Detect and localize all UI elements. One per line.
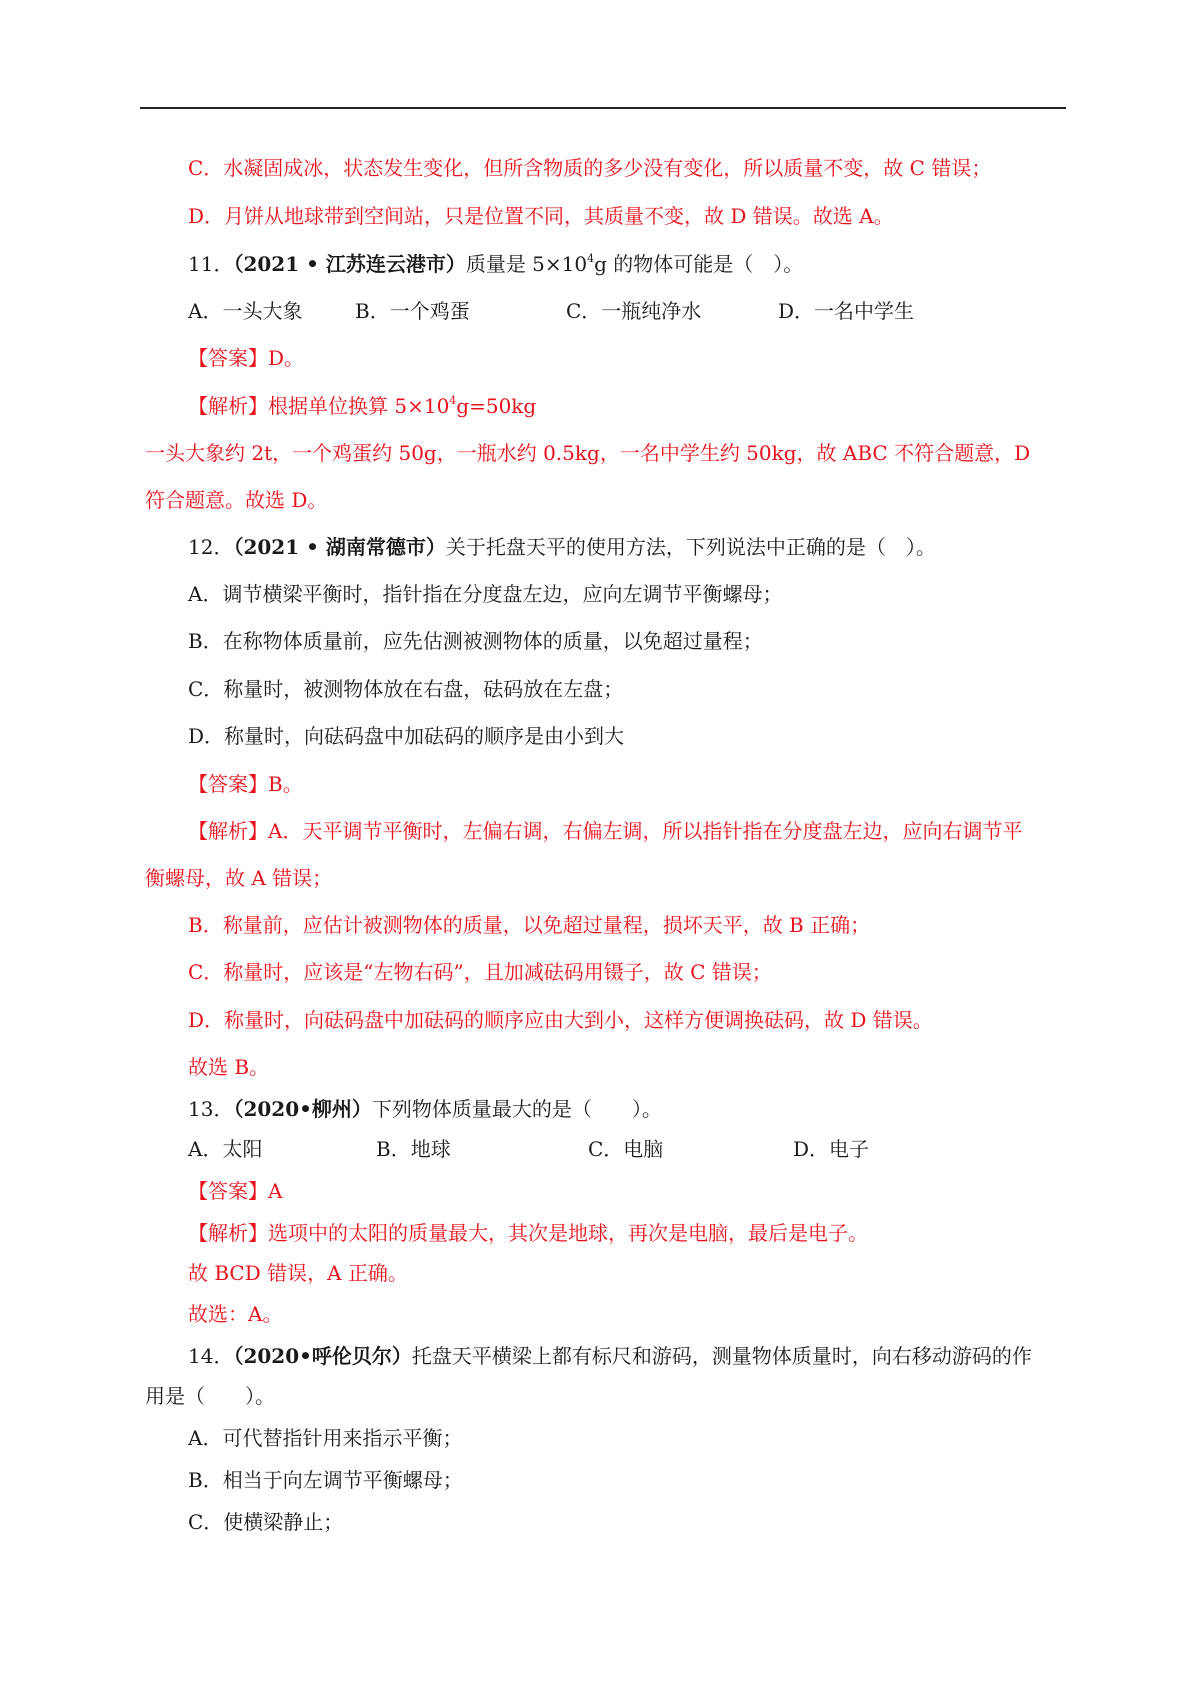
header-rule	[140, 107, 1066, 109]
q14-option-c: C．使横梁静止；	[188, 1510, 344, 1534]
q12-analysis-line-6: 故选 B。	[188, 1055, 270, 1079]
q12-option-b: B．在称物体质量前，应先估测被测物体的质量，以免超过量程；	[188, 629, 763, 653]
q12-option-c: C．称量时，被测物体放在右盘，砝码放在左盘；	[188, 677, 624, 701]
question-source: （2020•柳州）	[233, 1097, 372, 1121]
answer-label: 【答案】	[188, 346, 268, 370]
q11-option-d: D．一名中学生	[778, 299, 915, 323]
q14-stem-line-2: 用是（ ）。	[145, 1384, 275, 1408]
question-number: 13．	[188, 1097, 234, 1121]
q11-stem: 11．（2021 • 江苏连云港市）质量是 $5\times 10^4g$ 的物体可能是（ ）。	[188, 252, 804, 276]
q13-analysis-line-3: 故选：A。	[188, 1302, 283, 1326]
q12-analysis-line-3: B．称量前，应估计被测物体的质量，以免超过量程，损坏天平，故 B 正确；	[188, 913, 871, 937]
q13-options	[188, 1135, 1068, 1163]
q12-analysis-line-4: C．称量时，应该是“左物右码”，且加减砝码用镊子，故 C 错误；	[188, 960, 772, 984]
question-number: 14．	[188, 1344, 234, 1368]
question-source: （2021 • 江苏连云港市）	[233, 252, 466, 276]
q10-analysis-line-d: D．月饼从地球带到空间站，只是位置不同，其质量不变，故 D 错误。故选 A。	[188, 204, 894, 228]
analysis-label: 【解析】	[188, 819, 268, 843]
q13-analysis-line-2: 故 BCD 错误，A 正确。	[188, 1261, 408, 1285]
q13-analysis-line-1: 【解析】选项中的太阳的质量最大，其次是地球，再次是电脑，最后是电子。	[188, 1221, 868, 1245]
analysis-label: 【解析】	[188, 1221, 268, 1245]
q11-option-b: B．一个鸡蛋	[355, 299, 470, 323]
q13-option-b: B．地球	[376, 1137, 451, 1161]
q11-analysis-line-2: 一头大象约 2t，一个鸡蛋约 50g，一瓶水约 0.5kg，一名中学生约 50kg，故 ABC 不符合题意，D	[145, 441, 1031, 465]
q13-option-a: A．太阳	[188, 1137, 263, 1161]
q13-stem: 13．（2020•柳州）下列物体质量最大的是（ ）。	[188, 1097, 662, 1121]
q14-stem-line-1: 14．（2020•呼伦贝尔）托盘天平横梁上都有标尺和游码，测量物体质量时，向右移动游码的作	[188, 1344, 1032, 1368]
answer-label: 【答案】	[188, 772, 268, 796]
q11-option-c: C．一瓶纯净水	[566, 299, 702, 323]
q12-answer: 【答案】B。	[188, 772, 303, 796]
question-number: 12．	[188, 535, 234, 559]
q11-analysis-line-1: 【解析】根据单位换算 $5\times 10^4g=50kg$	[188, 394, 537, 418]
question-source: （2020•呼伦贝尔）	[233, 1344, 412, 1368]
q14-option-a: A．可代替指针用来指示平衡；	[188, 1426, 463, 1450]
analysis-label: 【解析】	[188, 394, 268, 418]
q11-option-a: A．一头大象	[188, 299, 303, 323]
q13-answer: 【答案】A	[188, 1179, 283, 1203]
question-source: （2021 • 湖南常德市）	[233, 535, 446, 559]
q12-analysis-line-2: 衡螺母，故 A 错误；	[145, 866, 333, 890]
q12-analysis-line-1: 【解析】A．天平调节平衡时，左偏右调，右偏左调，所以指针指在分度盘左边，应向右调节平	[188, 819, 1023, 843]
answer-label: 【答案】	[188, 1179, 268, 1203]
q11-analysis-line-3: 符合题意。故选 D。	[145, 488, 328, 512]
q11-options	[188, 297, 1068, 325]
q13-option-c: C．电脑	[588, 1137, 664, 1161]
q11-answer: 【答案】D。	[188, 346, 305, 370]
q12-option-a: A．调节横梁平衡时，指针指在分度盘左边，应向左调节平衡螺母；	[188, 582, 783, 606]
q10-analysis-line-c: C．水凝固成冰，状态发生变化，但所含物质的多少没有变化，所以质量不变，故 C 错误；	[188, 156, 992, 180]
q13-option-d: D．电子	[793, 1137, 870, 1161]
question-number: 11．	[188, 252, 234, 276]
q12-option-d: D．称量时，向砝码盘中加砝码的顺序是由小到大	[188, 724, 625, 748]
q14-option-b: B．相当于向左调节平衡螺母；	[188, 1468, 463, 1492]
q12-stem: 12．（2021 • 湖南常德市）关于托盘天平的使用方法，下列说法中正确的是（ ）。	[188, 535, 936, 559]
q12-analysis-line-5: D．称量时，向砝码盘中加砝码的顺序应由大到小，这样方便调换砝码，故 D 错误。	[188, 1008, 933, 1032]
